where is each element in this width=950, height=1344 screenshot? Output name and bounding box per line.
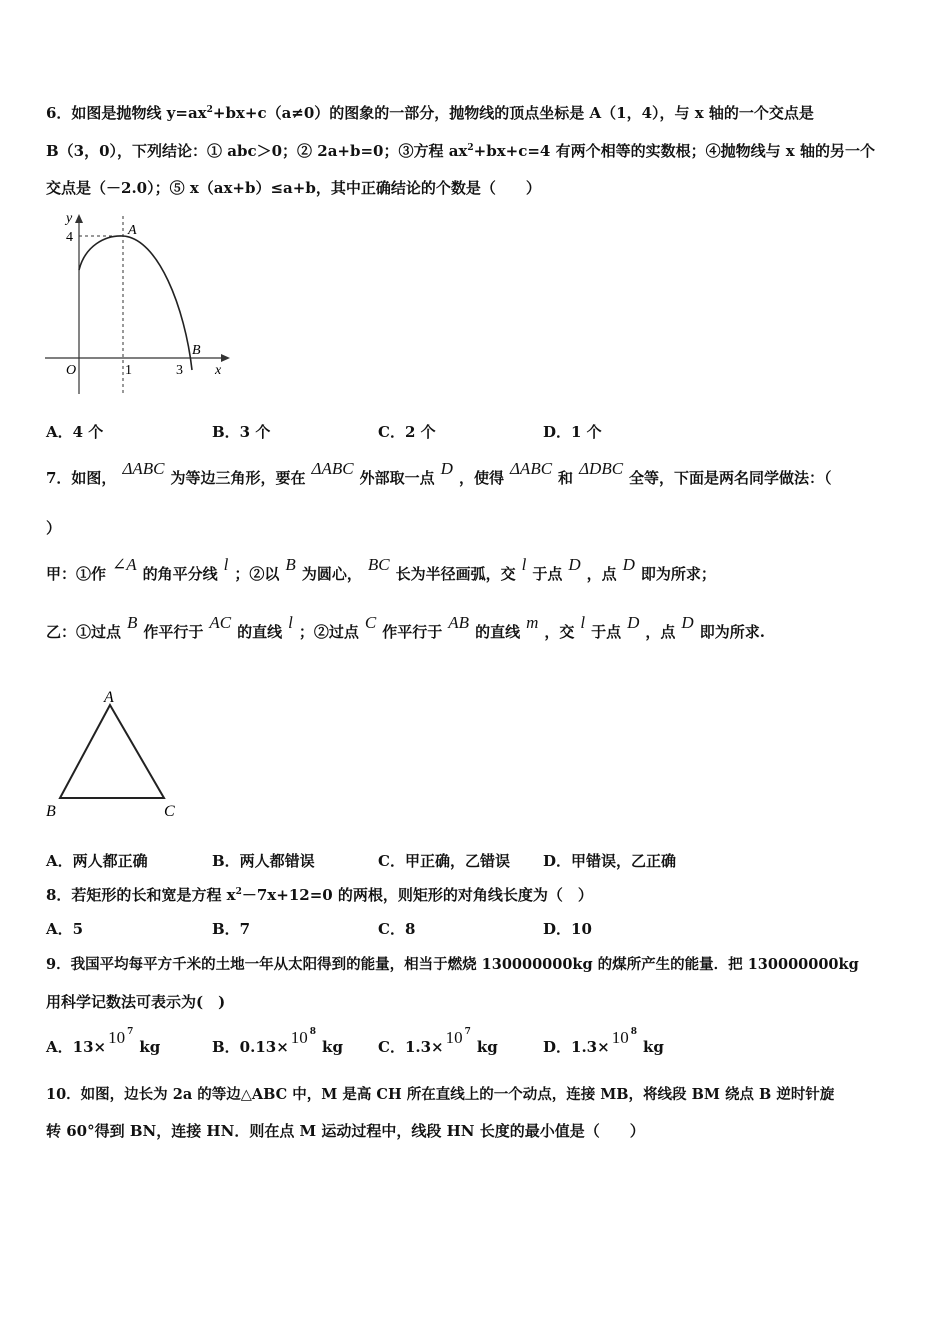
q7-line-1: 7．如图， ΔABC 为等边三角形，要在 ΔABC 外部取一点 D ，使得 ΔABC 和 ΔDBC 全等，下面是两名同学做法：（ [46, 459, 832, 487]
triangle-label-B: B [46, 803, 56, 820]
graph-label-x: x [215, 363, 222, 378]
q8-option-a[interactable]: A．5 [46, 920, 84, 938]
q8-option-d[interactable]: D．10 [543, 920, 592, 938]
graph-y-arrow [75, 214, 83, 223]
q8-option-c[interactable]: C．8 [378, 920, 416, 938]
q8-option-b[interactable]: B．7 [212, 920, 251, 938]
graph-label-4: 4 [66, 230, 73, 245]
q7-triangle-figure [40, 688, 190, 823]
triangle-abc [60, 705, 164, 798]
triangle-label-C: C [164, 803, 175, 820]
q6-option-c[interactable]: C．2 个 [378, 423, 436, 441]
q8-stem: 8．若矩形的长和宽是方程 $x^2-7x+12=0$ 的两根，则矩形的对角线长度为（ ） [46, 886, 593, 904]
q9-option-c[interactable]: C．1.3× 10 $^7$kg [378, 1027, 498, 1056]
q7-yi-method: 乙：①过点 B 作平行于 AC 的直线 l ；②过点 C 作平行于 AB 的直线 m ，交 l 于点 D ，点 D 即为所求. [46, 613, 765, 641]
graph-label-A: A [128, 223, 137, 238]
q7-line-2: ） [46, 519, 62, 537]
q6-option-b[interactable]: B．3 个 [212, 423, 271, 441]
q9-option-a[interactable]: A．13× 10 $^7$kg [46, 1027, 161, 1056]
q9-line-1: 9．我国平均每平方千米的土地一年从太阳得到的能量，相当于燃烧 130000000kg 的煤所产生的能量．把 130000000kg [46, 956, 859, 973]
graph-label-1: 1 [125, 363, 132, 378]
q6-parabola-graph [40, 208, 240, 398]
triangle-label-A: A [104, 689, 114, 706]
q7-jia-method: 甲：①作 ∠A 的角平分线 l ；②以 B 为圆心， BC 长为半径画弧，交 l 于点 D ，点 D 即为所求； [46, 555, 716, 583]
graph-label-B: B [192, 343, 201, 358]
q6-option-a[interactable]: A．4 个 [46, 423, 104, 441]
q9-option-b[interactable]: B．0.13× 10 $^8$kg [212, 1027, 343, 1056]
q6-option-d[interactable]: D．1 个 [543, 423, 602, 441]
q7-option-b[interactable]: B．两人都错误 [212, 852, 315, 870]
q10-line-1: 10．如图，边长为 2a 的等边△ABC 中，M 是高 CH 所在直线上的一个动点，连接 MB，将线段 BM 绕点 B 逆时针旋 [46, 1086, 835, 1103]
graph-label-y: y [66, 211, 73, 226]
q10-line-2: 转 60°得到 BN，连接 HN．则在点 M 运动过程中，线段 HN 长度的最小值是（ ） [46, 1122, 645, 1140]
q7-option-d[interactable]: D．甲错误，乙正确 [543, 852, 677, 870]
graph-x-arrow [221, 354, 230, 362]
q7-option-c[interactable]: C．甲正确，乙错误 [378, 852, 510, 870]
q7-option-a[interactable]: A．两人都正确 [46, 852, 148, 870]
graph-label-O: O [66, 363, 77, 378]
q6-line-3: 交点是（－2.0）；⑤ x（ax+b）≤a+b，其中正确结论的个数是（ ） [46, 179, 541, 197]
q9-line-2: 用科学记数法可表示为( ) [46, 993, 226, 1011]
q6-line-1: 6．如图是抛物线 $y=ax^2+bx+c(a\ne 0)$的图象的一部分，抛物线的顶点坐标是 A（1，4），与 x 轴的一个交点是 [46, 104, 814, 122]
q6-line-2: B（3，0），下列结论：① abc＞0；② 2a+b=0；③方程 $ax^2+bx+c=4$ 有两个相等的实数根；④抛物线与 x 轴的另一个 [46, 142, 875, 160]
graph-label-3: 3 [176, 363, 183, 378]
graph-parabola-curve [79, 236, 192, 370]
q9-option-d[interactable]: D．1.3× 10 $^8$kg [543, 1027, 664, 1056]
